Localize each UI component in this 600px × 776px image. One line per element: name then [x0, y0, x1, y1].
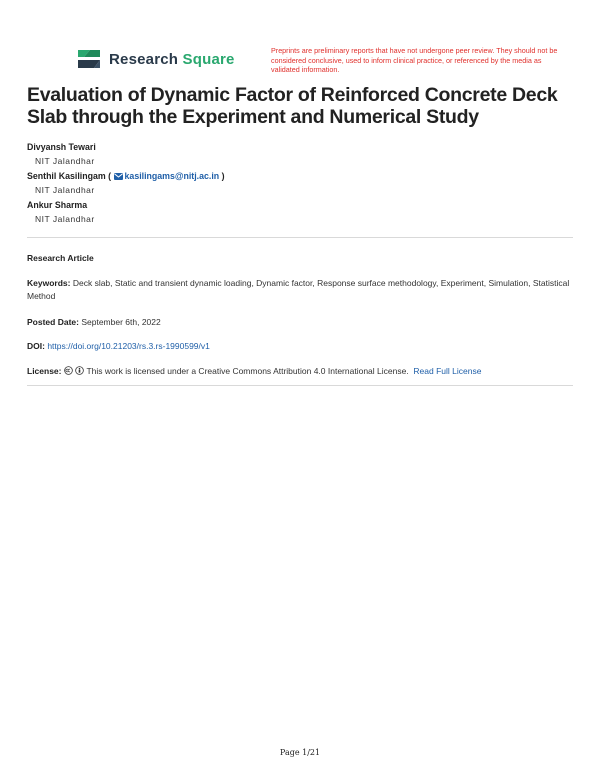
read-full-license-link[interactable]: Read Full License: [413, 366, 482, 376]
posted-date: September 6th, 2022: [81, 317, 161, 327]
attribution-icon: [75, 366, 84, 375]
author-email-link[interactable]: [114, 171, 220, 181]
author-name-2: Senthil Kasilingam: [27, 171, 106, 181]
keywords-label: Keywords:: [27, 278, 71, 288]
author-affiliation-2: NIT Jalandhar: [35, 185, 95, 195]
keywords-text: Deck slab, Static and transient dynamic loading, Dynamic factor, Response surface methodology, Experiment, Simulation, Statistical Method: [27, 278, 570, 301]
author-entry-2: Senthil Kasilingam ( kasilingams@nitj.ac.in ): [27, 171, 225, 181]
logo-word-square: Square: [182, 50, 235, 68]
author-affiliation-3: NIT Jalandhar: [35, 214, 95, 224]
creative-commons-icon: [64, 366, 73, 375]
doi-link[interactable]: https://doi.org/10.21203/rs.3.rs-1990599/v1: [47, 341, 210, 351]
license-text: This work is licensed under a Creative Commons Attribution 4.0 International License.: [86, 366, 409, 376]
author-email: kasilingams@nitj.ac.in: [124, 171, 220, 181]
posted-date-label: Posted Date:: [27, 317, 79, 327]
paper-title: Evaluation of Dynamic Factor of Reinforced Concrete Deck Slab through the Experiment and Numerical Study: [27, 84, 558, 128]
logo-word-research: Research: [109, 50, 179, 68]
divider-bottom: [27, 385, 573, 386]
license-label: License:: [27, 366, 62, 376]
doi-block: [27, 340, 573, 353]
article-type: Research Article: [27, 253, 94, 263]
license-block: [27, 365, 573, 378]
doi-label: DOI:: [27, 341, 45, 351]
keywords-block: [27, 277, 573, 303]
research-square-logo[interactable]: [76, 46, 235, 72]
author-affiliation-1: NIT Jalandhar: [35, 156, 95, 166]
divider-top: [27, 237, 573, 238]
author-name-3: Ankur Sharma: [27, 200, 88, 210]
preprint-disclaimer: Preprints are preliminary reports that have not undergone peer review. They should not be considered conclusive, used to inform clinical practice, or referenced by the media as validated information.: [271, 46, 558, 74]
author-name-1: Divyansh Tewari: [27, 142, 96, 152]
envelope-icon: [114, 173, 123, 180]
page-number: Page 1/21: [279, 748, 321, 757]
research-square-logo-icon: [76, 46, 102, 72]
posted-date-block: [27, 316, 573, 329]
logo-text: [109, 51, 235, 68]
